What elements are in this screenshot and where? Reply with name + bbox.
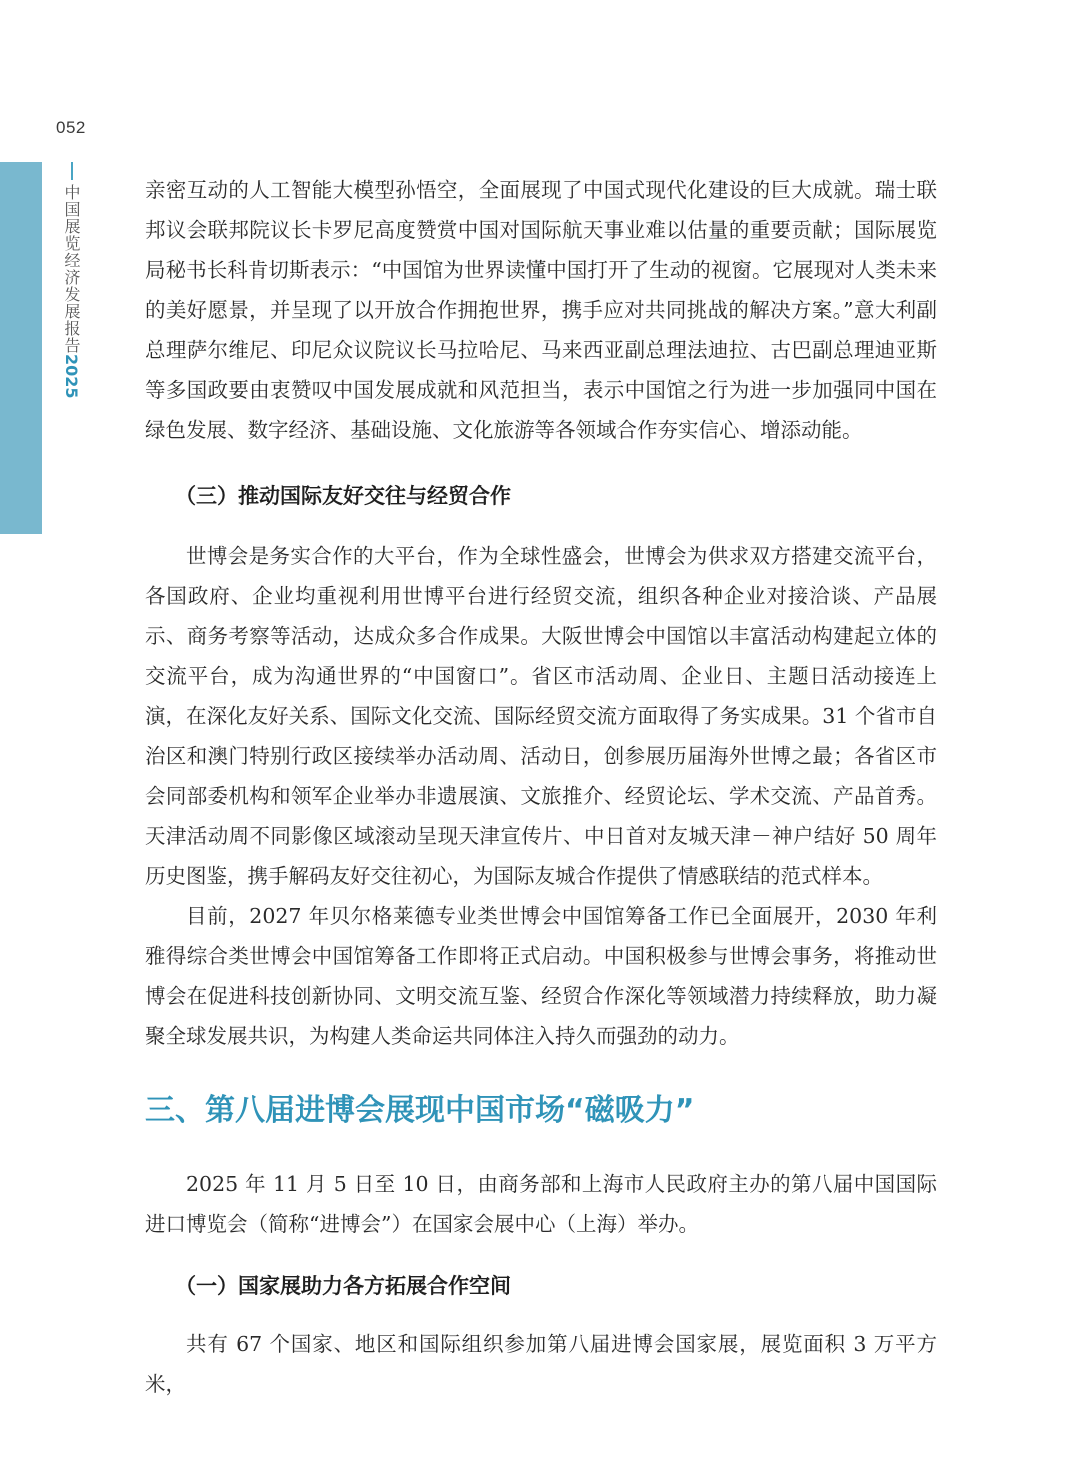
running-title-year: 2025	[62, 354, 81, 399]
paragraph-3: 目前，2027 年贝尔格莱德专业类世博会中国馆筹备工作已全面展开，2030 年利雅得综合类世博会中国馆筹备工作即将正式启动。中国积极参与世博会事务，将推动世博会在促进科技创新协同、文明交流互鉴、经贸合作深化等领域潜力持续释放，助力凝聚全球发展共识，为构建人类命运共同体注入持久而强劲的动力。	[145, 904, 937, 1048]
paragraph-2: 世博会是务实合作的大平台，作为全球性盛会，世博会为供求双方搭建交流平台，各国政府、企业均重视利用世博平台进行经贸交流，组织各种企业对接洽谈、产品展示、商务考察等活动，达成众多合作成果。大阪世博会中国馆以丰富活动构建起立体的交流平台，成为沟通世界的“中国窗口”。省区市活动周、企业日、主题日活动接连上演，在深化友好关系、国际文化交流、国际经贸交流方面取得了务实成果。31 个省市自治区和澳门特别行政区接续举办活动周、活动日，创参展历届海外世博之最；各省区市会同部委机构和领军企业举办非遗展演、文旅推介、经贸论坛、学术交流、产品首秀。天津活动周不同影像区域滚动呈现天津宣传片、中日首对友城天津－神户结好 50 周年历史图鉴，携手解码友好交往初心，为国际友城合作提供了情感联结的范式样本。	[145, 544, 937, 888]
side-rule	[71, 162, 73, 180]
subheading-1: （一）国家展助力各方拓展合作空间	[175, 1274, 511, 1298]
running-title-text: 中国展览经济发展报告	[62, 184, 81, 354]
paragraph-4: 2025 年 11 月 5 日至 10 日，由商务部和上海市人民政府主办的第八届中国国际进口博览会（简称“进博会”）在国家会展中心（上海）举办。	[145, 1172, 937, 1236]
paragraph-5: 共有 67 个国家、地区和国际组织参加第八届进博会国家展，展览面积 3 万平方米，	[145, 1332, 937, 1396]
side-color-band	[0, 162, 42, 534]
page-number: 052	[56, 118, 86, 137]
subheading-3: （三）推动国际友好交往与经贸合作	[175, 484, 511, 508]
running-title	[58, 184, 84, 399]
section-heading: 三、第八届进博会展现中国市场“磁吸力”	[145, 1093, 695, 1128]
main-content	[145, 170, 937, 1404]
paragraph-1: 亲密互动的人工智能大模型孙悟空，全面展现了中国式现代化建设的巨大成就。瑞士联邦议会联邦院议长卡罗尼高度赞赏中国对国际航天事业难以估量的重要贡献；国际展览局秘书长科肯切斯表示：“中国馆为世界读懂中国打开了生动的视窗。它展现对人类未来的美好愿景，并呈现了以开放合作拥抱世界，携手应对共同挑战的解决方案。”意大利副总理萨尔维尼、印尼众议院议长马拉哈尼、马来西亚副总理法迪拉、古巴副总理迪亚斯等多国政要由衷赞叹中国发展成就和风范担当，表示中国馆之行为进一步加强同中国在绿色发展、数字经济、基础设施、文化旅游等各领域合作夯实信心、增添动能。	[145, 178, 937, 442]
